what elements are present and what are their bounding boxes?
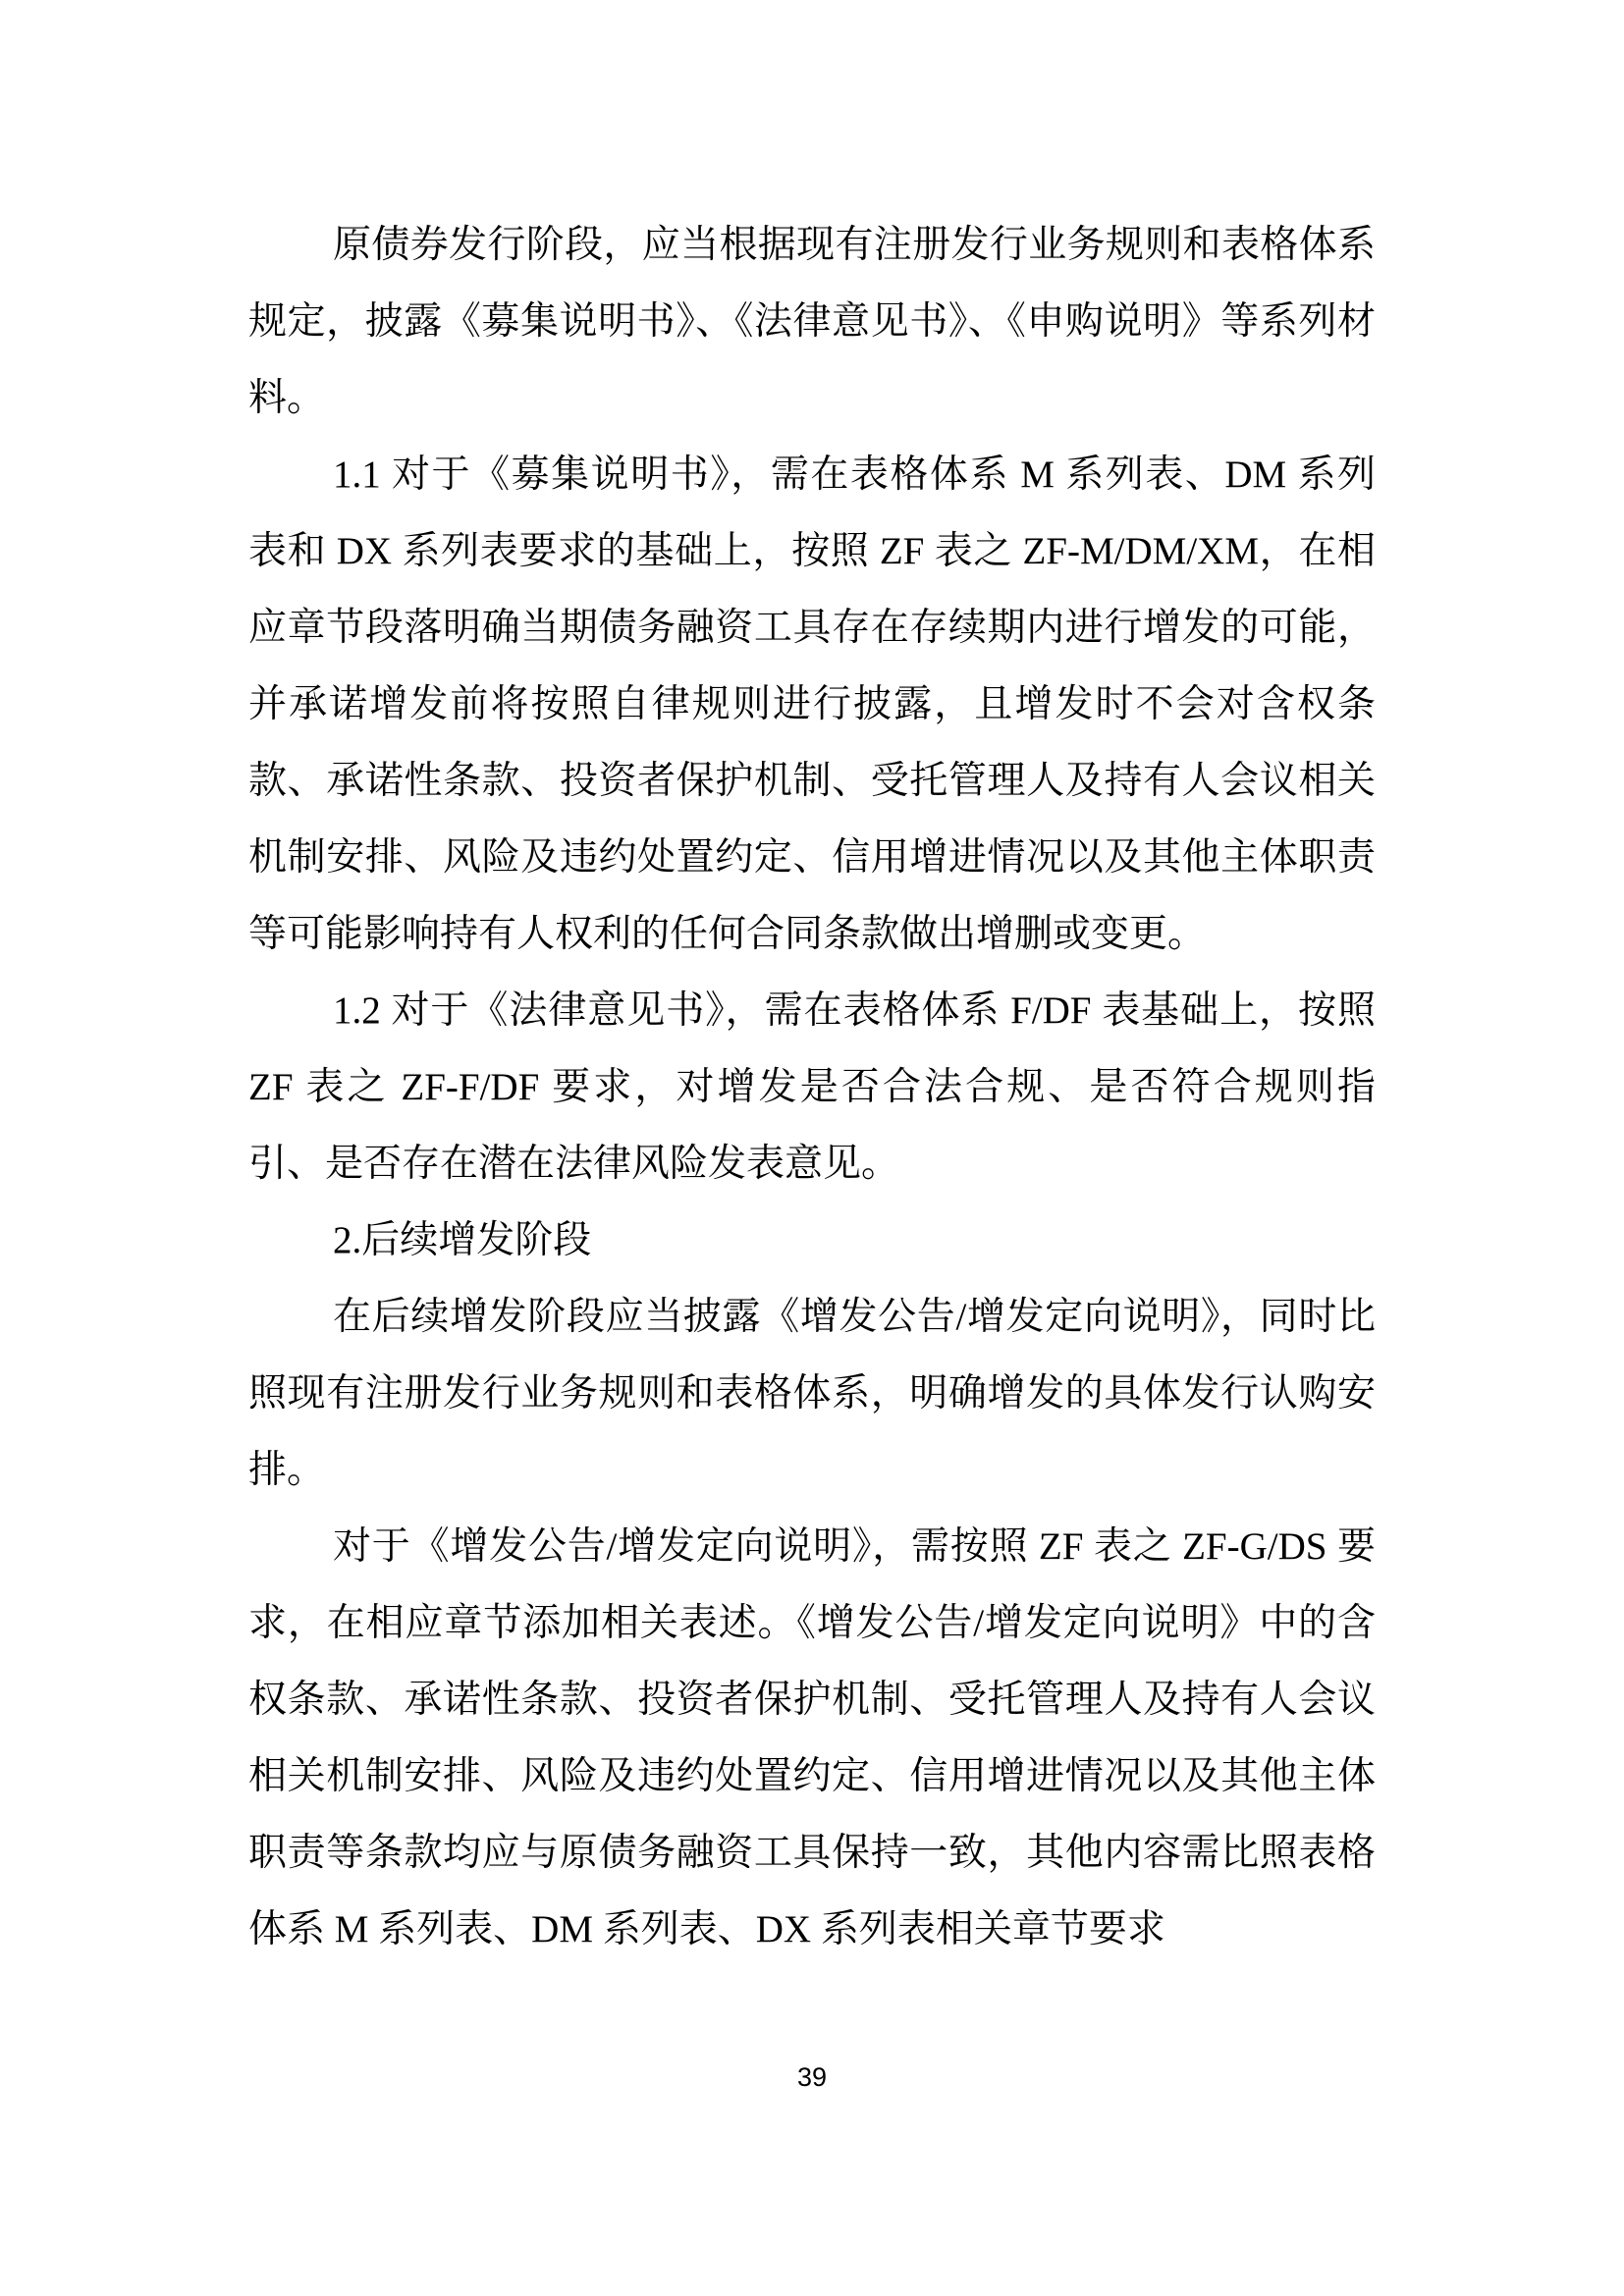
paragraph: 1.1 对于《募集说明书》，需在表格体系 M 系列表、DM 系列表和 DX 系列表要求的基础上，按照 ZF 表之 ZF-M/DM/XM，在相应章节段落明确当期债务融资工具存在存续期内进行增发的可能，并承诺增发前将按照自律规则进行披露，且增发时不会对含权条款、承诺性条款、投资者保护机制、受托管理人及持有人会议相关机制安排、风险及违约处置约定、信用增进情况以及其他主体职责等可能影响持有人权利的任何合同条款做出增删或变更。 [248,454,1376,955]
document-body [248,207,1376,1968]
paragraph: 对于《增发公告/增发定向说明》，需按照 ZF 表之 ZF-G/DS 要求，在相应章节添加相关表述。《增发公告/增发定向说明》中的含权条款、承诺性条款、投资者保护机制、受托管理人及持有人会议相关机制安排、风险及违约处置约定、信用增进情况以及其他主体职责等条款均应与原债务融资工具保持一致，其他内容需比照表格体系 M 系列表、DM 系列表、DX 系列表相关章节要求 [248,1525,1376,1950]
page-number: 39 [796,2062,828,2092]
paragraph: 2.后续增发阶段 [333,1219,592,1261]
paragraph: 在后续增发阶段应当披露《增发公告/增发定向说明》，同时比照现有注册发行业务规则和表格体系，明确增发的具体发行认购安排。 [248,1296,1376,1491]
paragraph: 1.2 对于《法律意见书》，需在表格体系 F/DF 表基础上，按照 ZF 表之 ZF-F/DF 要求，对增发是否合法合规、是否符合规则指引、是否存在潜在法律风险发表意见。 [248,989,1376,1185]
paragraph: 原债券发行阶段，应当根据现有注册发行业务规则和表格体系规定，披露《募集说明书》、《法律意见书》、《申购说明》等系列材料。 [248,224,1376,419]
